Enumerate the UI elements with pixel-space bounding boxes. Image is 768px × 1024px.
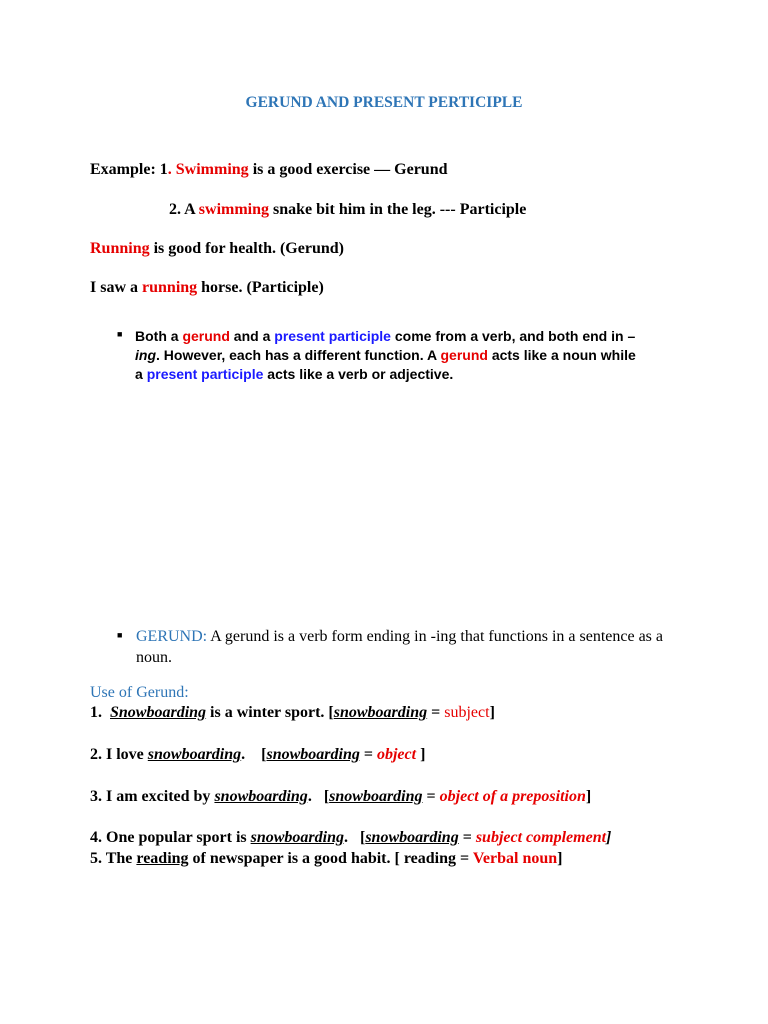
keyword-gerund: gerund <box>440 347 488 363</box>
usage-text: is a winter sport. [ <box>206 704 334 721</box>
example-rest: snake bit him in the leg. --- Participle <box>269 201 527 218</box>
example-prefix: 2. A <box>169 201 199 218</box>
gerund-participle-explanation <box>135 327 695 384</box>
text: . However, each has a different function. A <box>156 347 441 363</box>
keyword-gerund: gerund <box>182 328 230 344</box>
usage-text: . [ <box>241 746 267 763</box>
example-gerund-word: Running <box>90 240 150 257</box>
usage-equals: = <box>359 746 377 763</box>
usage-bracket-word: snowboarding <box>266 746 360 763</box>
usage-line-2 <box>90 746 425 764</box>
usage-role: Verbal noun <box>472 850 558 867</box>
example-prefix: I saw a <box>90 279 143 296</box>
text: Both a <box>135 328 183 344</box>
usage-equals: = <box>458 829 476 846</box>
usage-text: 5. The <box>90 850 137 867</box>
usage-text: . [ <box>344 829 366 846</box>
usage-text: 4. One popular sport is <box>90 829 251 846</box>
usage-number: 1 <box>90 704 98 721</box>
example-participle-word: running <box>142 279 198 296</box>
gerund-label: GERUND: <box>136 628 208 645</box>
example-rest: horse. (Participle) <box>197 279 324 296</box>
definition-text: A gerund is a verb form ending in -ing that functions in a sentence as a noun. <box>136 628 663 666</box>
usage-text: 3. I am excited by <box>90 788 215 805</box>
usage-text: 2. I love <box>90 746 148 763</box>
usage-bracket-word: snowboarding <box>365 829 459 846</box>
usage-word: snowboarding <box>250 829 344 846</box>
usage-word: snowboarding <box>214 788 308 805</box>
example-rest: is a good exercise — Gerund <box>248 161 448 178</box>
bullet-square-icon: ■ <box>117 630 123 640</box>
usage-role: subject <box>444 704 490 721</box>
usage-bracket-word: snowboarding <box>333 704 428 721</box>
bullet-square-icon: ■ <box>117 329 123 339</box>
usage-close: ] <box>557 850 563 867</box>
usage-role: object of a preposition <box>439 788 586 805</box>
usage-role: subject complement <box>475 829 607 846</box>
example-participle-word: swimming <box>198 201 270 218</box>
usage-line-1 <box>90 704 495 722</box>
usage-equals: = <box>422 788 440 805</box>
usage-text: of newspaper is a good habit. [ reading = <box>188 850 473 867</box>
usage-bracket-word: snowboarding <box>329 788 423 805</box>
usage-close: ] <box>489 704 495 721</box>
usage-equals: = <box>427 704 445 721</box>
usage-role: object <box>376 746 417 763</box>
usage-close: ] <box>585 788 592 805</box>
usage-word: reading <box>136 850 189 867</box>
usage-close: ] <box>416 746 426 763</box>
example-line-3 <box>90 240 344 258</box>
usage-line-5 <box>90 850 562 868</box>
usage-line-3 <box>90 788 591 806</box>
example-line-1 <box>90 161 448 179</box>
example-line-4 <box>90 279 324 297</box>
keyword-present-participle: present participle <box>274 328 391 344</box>
usage-word: snowboarding <box>147 746 242 763</box>
example-gerund-word: Swimming <box>171 161 249 178</box>
keyword-ing: ing <box>135 347 156 363</box>
usage-dot: . <box>98 704 102 721</box>
text: acts like a noun while <box>487 347 636 363</box>
example-rest: is good for health. (Gerund) <box>149 240 344 257</box>
usage-space <box>102 704 110 721</box>
usage-close: ] <box>606 829 612 846</box>
usage-word: Snowboarding <box>110 704 207 721</box>
text: and a <box>229 328 275 344</box>
example-dot: . <box>167 161 172 178</box>
section-heading-use-of-gerund: Use of Gerund: <box>90 684 189 701</box>
gerund-definition <box>136 626 696 668</box>
page-title: GERUND AND PRESENT PERTICIPLE <box>245 94 523 111</box>
keyword-present-participle: present participle <box>146 366 264 382</box>
text: acts like a verb or adjective. <box>263 366 454 382</box>
example-line-2 <box>169 201 526 219</box>
usage-text: . [ <box>307 788 330 805</box>
usage-line-4 <box>90 829 611 847</box>
example-prefix: Example: 1 <box>90 161 168 178</box>
text: a <box>135 366 147 382</box>
text: come from a verb, and both end in – <box>390 328 636 344</box>
